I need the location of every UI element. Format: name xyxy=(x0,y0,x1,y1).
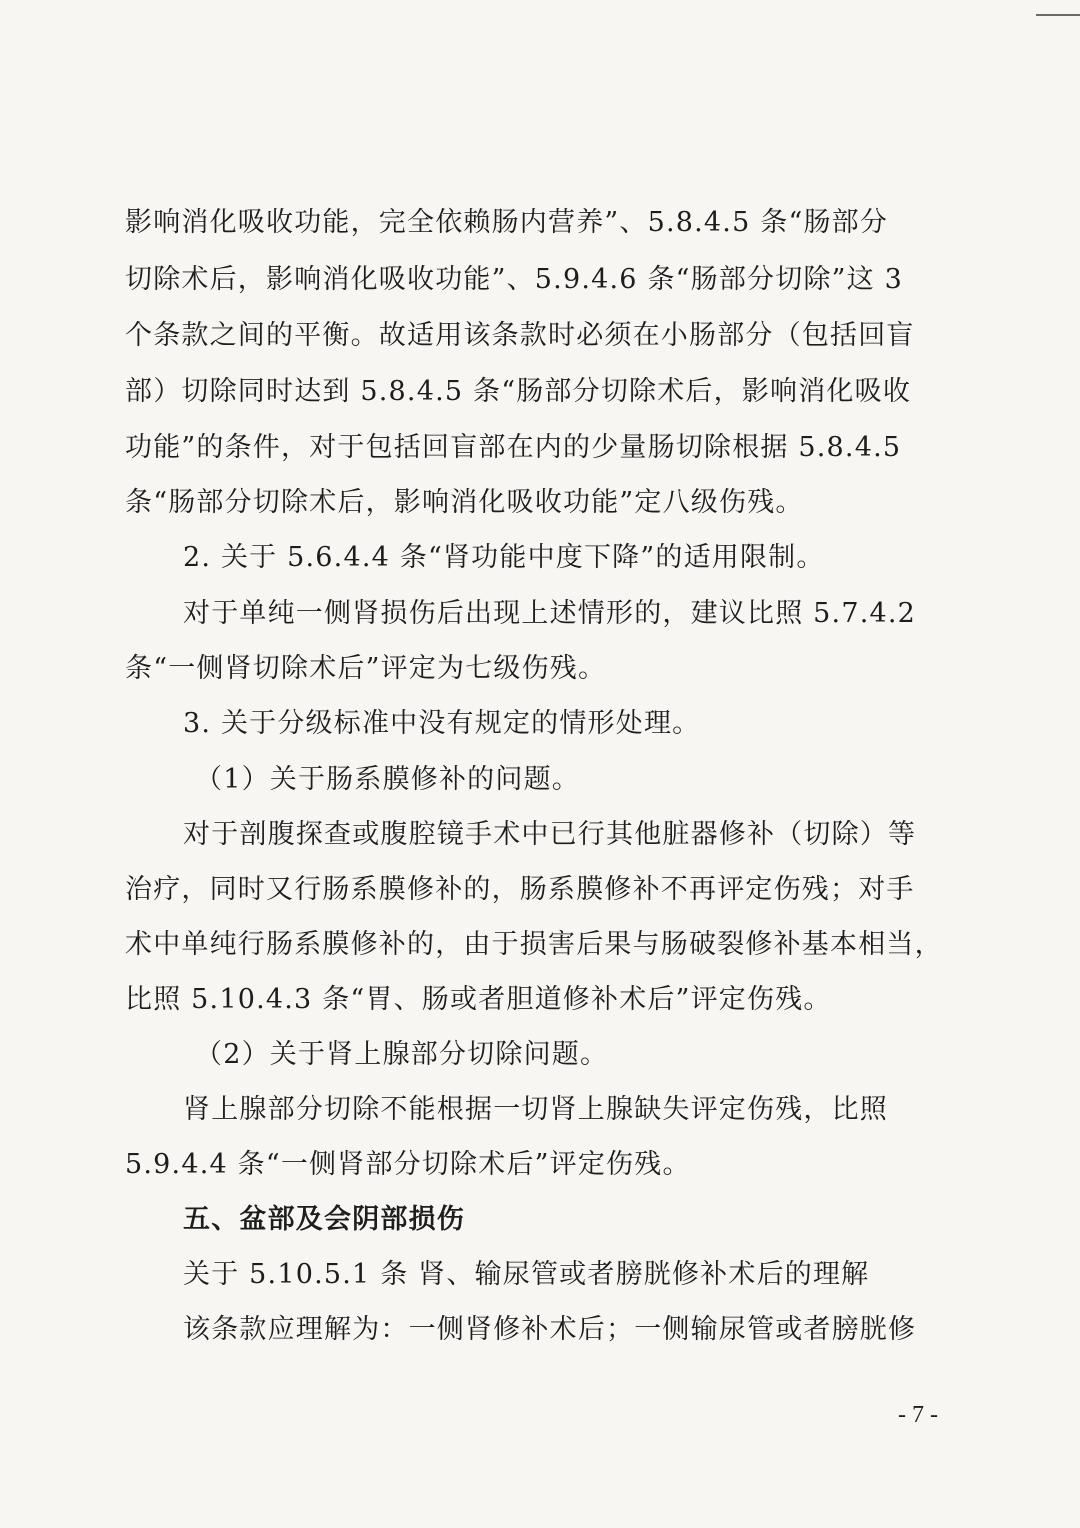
body-line: 切除术后，影响消化吸收功能”、5.9.4.6 条“肠部分切除”这 3 xyxy=(125,264,904,295)
body-line: 肾上腺部分切除不能根据一切肾上腺缺失评定伤残，比照 xyxy=(183,1094,888,1125)
subsection-heading-2: （2）关于肾上腺部分切除问题。 xyxy=(195,1039,609,1070)
body-line: 条“一侧肾切除术后”评定为七级伤残。 xyxy=(125,653,607,684)
chapter-heading-5: 五、盆部及会阴部损伤 xyxy=(183,1204,465,1235)
body-line: 对于单纯一侧肾损伤后出现上述情形的，建议比照 5.7.4.2 xyxy=(183,598,917,629)
body-line: 条“肠部分切除术后，影响消化吸收功能”定八级伤残。 xyxy=(125,487,804,518)
page-corner-mark xyxy=(1036,14,1080,16)
body-line: 功能”的条件，对于包括回盲部在内的少量肠切除根据 5.8.4.5 xyxy=(125,432,902,463)
body-line: 个条款之间的平衡。故适用该条款时必须在小肠部分（包括回盲 xyxy=(125,320,915,351)
page-number: - 7 - xyxy=(898,1402,938,1428)
body-line: 比照 5.10.4.3 条“胃、肠或者胆道修补术后”评定伤残。 xyxy=(125,984,832,1015)
body-line: 部）切除同时达到 5.8.4.5 条“肠部分切除术后，影响消化吸收 xyxy=(125,376,912,407)
body-line: 对于剖腹探查或腹腔镜手术中已行其他脏器修补（切除）等 xyxy=(183,819,917,850)
body-line: 关于 5.10.5.1 条 肾、输尿管或者膀胱修补术后的理解 xyxy=(183,1259,870,1290)
section-heading-2: 2. 关于 5.6.4.4 条“肾功能中度下降”的适用限制。 xyxy=(183,542,825,573)
body-line: 5.9.4.4 条“一侧肾部分切除术后”评定伤残。 xyxy=(125,1149,691,1180)
body-line: 该条款应理解为：一侧肾修补术后；一侧输尿管或者膀胱修 xyxy=(183,1314,917,1345)
body-line: 术中单纯行肠系膜修补的，由于损害后果与肠破裂修补基本相当， xyxy=(125,929,943,960)
section-heading-3: 3. 关于分级标准中没有规定的情形处理。 xyxy=(183,708,701,739)
subsection-heading-1: （1）关于肠系膜修补的问题。 xyxy=(195,764,580,795)
body-line: 治疗，同时又行肠系膜修补的，肠系膜修补不再评定伤残；对手 xyxy=(125,874,915,905)
body-line: 影响消化吸收功能，完全依赖肠内营养”、5.8.4.5 条“肠部分 xyxy=(125,207,889,238)
